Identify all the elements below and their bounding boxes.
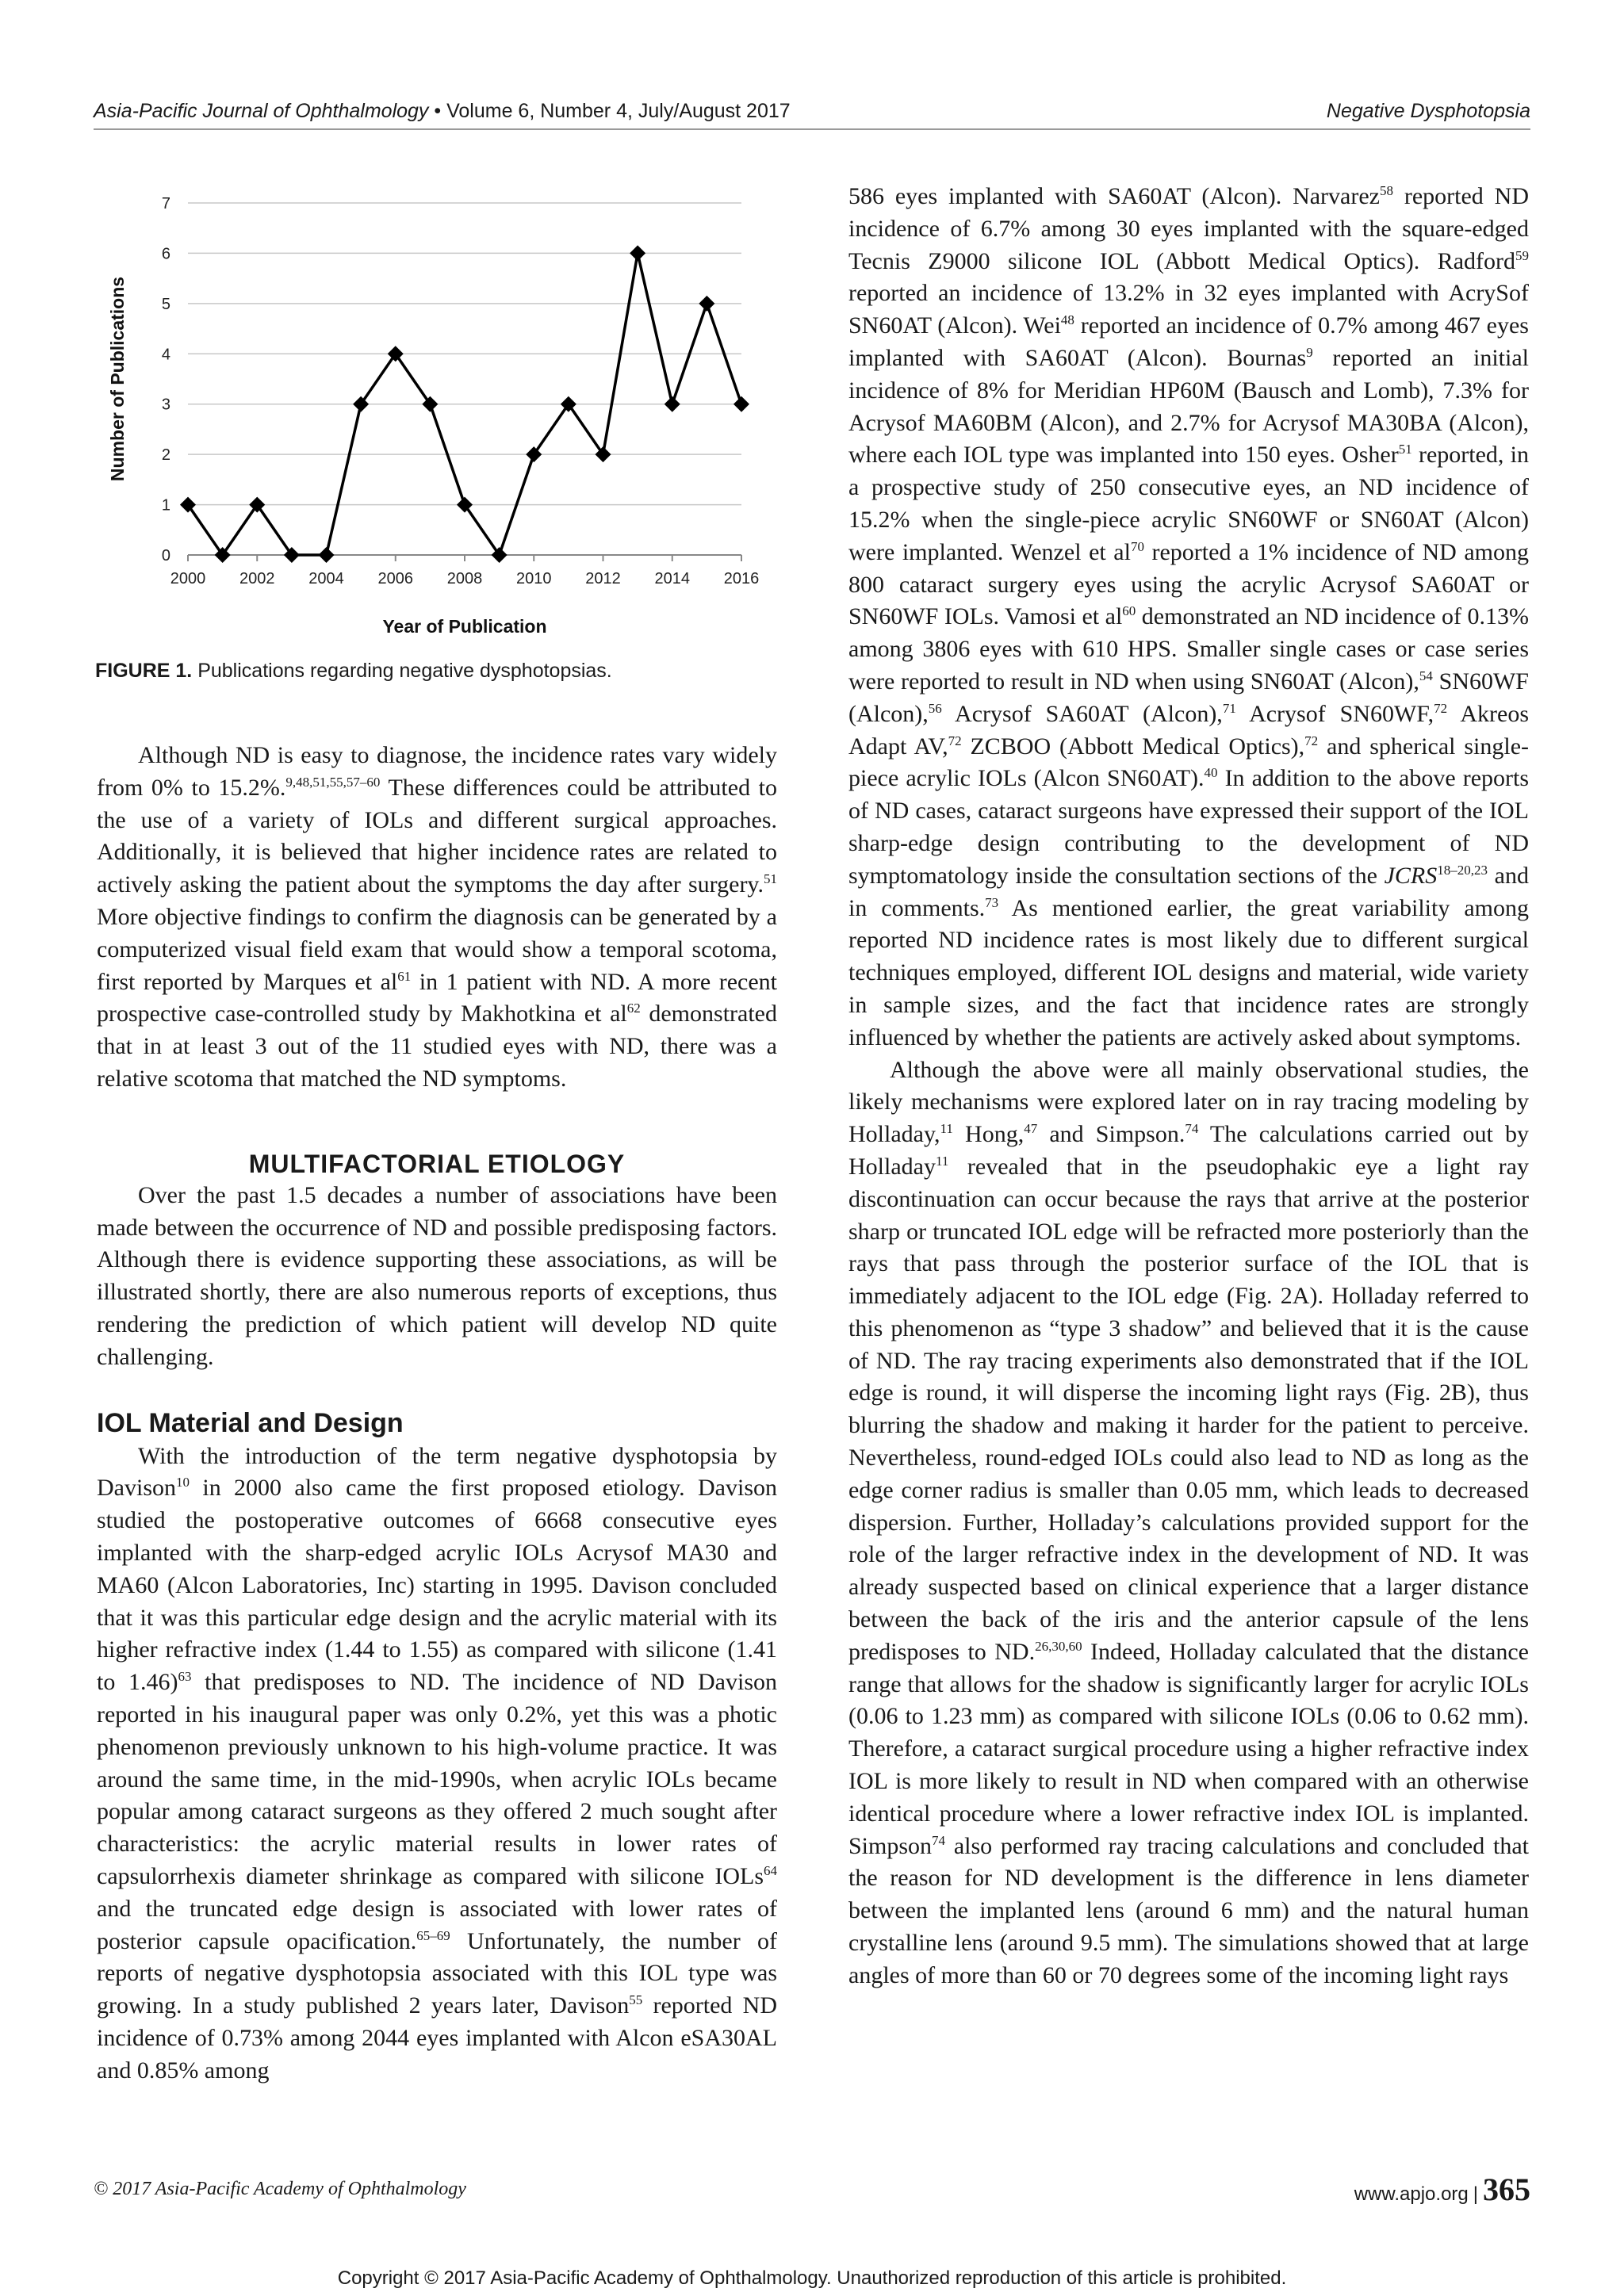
data-point-marker bbox=[180, 497, 196, 513]
x-tick-label: 2012 bbox=[585, 570, 621, 587]
x-tick-label: 2006 bbox=[377, 570, 413, 587]
section-heading-multifactorial-etiology: MULTIFACTORIAL ETIOLOGY bbox=[248, 1149, 626, 1178]
x-tick-label: 2016 bbox=[723, 570, 760, 587]
x-axis-title: Year of Publication bbox=[382, 616, 547, 637]
right-paragraph-ray-tracing: Although the above were all mainly observational studies, the likely mechanisms were explored later on in ray tracing modeling by Holladay,$^{11}$ Hong,$^{47}$ and Simpson.$^{74}$ The calculations carried out by Holladay$^{11}$ revealed that in the pseudophakic eye a light ray discontinuation can occur because the rays that arrive at the posterior sharp or truncated IOL edge will be refracted more posteriorly than the rays that pass through the posterior surface of the IOL that is immediately adjacent to the IOL edge (Fig. 2A). Holladay referred to this phenomenon as “type 3 shadow” and believed that it is the cause of ND. The ray tracing experiments also demonstrated that if the IOL edge is round, it will disperse the incoming light rays (Fig. 2B), thus blurring the shadow and making it harder for the patient to perceive. Nevertheless, round-edged IOLs could also lead to ND as long as the edge corner radius is smaller than 0.05 mm, which leads to decreased dispersion. Further, Holladay’s calculations provided support for the role of the larger refractive index in the development of ND. It was already suspected based on clinical experience that a larger distance between the back of the iris and the anterior capsule of the lens predisposes to ND.$^{26,30,60}$ Indeed, Holladay calculated that the distance range that allows for the shadow is significantly larger for acrylic IOLs (0.06 to 1.23 mm) as compared with silicone IOLs (0.06 to 0.62 mm). Therefore, a cataract surgical procedure using a higher refractive index IOL is more likely to result in ND when compared with an otherwise identical procedure where a lower refractive index IOL is implanted. Simpson$^{74}$ also performed ray tracing calculations and concluded that the reason for ND development is the difference in lens diameter between the implanted lens (around 6 mm) and the natural human crystalline lens (around 9.5 mm). The simulations showed that at large angles of more than 60 or 70 degrees some of the incoming light rays bbox=[848, 1056, 1529, 1988]
figure-caption-text: Publications regarding negative dysphotopsias. bbox=[192, 660, 612, 682]
volume-info: • Volume 6, Number 4, July/August 2017 bbox=[428, 100, 791, 122]
data-point-marker bbox=[630, 245, 645, 261]
y-axis-title: Number of Publications bbox=[107, 276, 128, 482]
data-point-marker bbox=[249, 497, 265, 513]
page-number: 365 bbox=[1483, 2172, 1530, 2207]
data-point-marker bbox=[319, 547, 335, 563]
copyright-notice: Copyright © 2017 Asia-Pacific Academy of Ophthalmology. Unauthorized reproduction of this article is prohibited. bbox=[337, 2267, 1287, 2289]
left-column bbox=[97, 740, 777, 2087]
publications-line-chart bbox=[94, 174, 777, 650]
y-tick-label: 4 bbox=[161, 346, 170, 364]
right-paragraph-incidence-reports: 586 eyes implanted with SA60AT (Alcon). Narvarez$^{58}$ reported ND incidence of 6.7% among 30 eyes implanted with the square-edged Tecnis Z9000 silicone IOL (Abbott Medical Optics). Radford$^{59}$ reported an incidence of 13.2% in 32 eyes implanted with AcrySof SN60AT (Alcon). Wei$^{48}$ reported an incidence of 0.7% among 467 eyes implanted with SA60AT (Alcon). Bournas$^9$ reported an initial incidence of 8% for Meridian HP60M (Bausch and Lomb), 7.3% for Acrysof MA60BM (Alcon), and 2.7% for Acrysof MA30BA (Alcon), where each IOL type was implanted into 150 eyes. Osher$^{51}$ reported, in a prospective study of 250 consecutive eyes, an ND incidence of 15.2% when the single-piece acrylic SN60WF or SN60AT (Alcon) were implanted. Wenzel et $al^{70}$ reported a 1% incidence of ND among 800 cataract surgery eyes using the acrylic Acrysof SA60AT or SN60WF IOLs. Vamosi et $al^{60}$ demonstrated an ND incidence of 0.13% among 3806 eyes with 610 HPS. Smaller single cases or case series were reported to result in ND when using SN60AT (Alcon),$^{54}$ SN60WF (Alcon),$^{56}$ Acrysof SA60AT (Alcon),$^{71}$ Acrysof SN60WF,$^{72}$ Akreos Adapt AV,$^{72}$ ZCBOO (Abbott Medical Optics),$^{72}$ and spherical single-piece acrylic IOLs (Alcon SN60AT).$^{40}$ In addition to the above reports of ND cases, cataract surgeons have expressed their support of the IOL sharp-edge design contributing to the development of ND symptomatology inside the consultation sections of the JCRS$^{18-20,23}$ and in comments.$^{73}$ As mentioned earlier, the great variability among reported ND incidence rates is most likely due to different surgical techniques employed, different IOL designs and material, wide variety in sample sizes, and the fact that incidence rates are strongly influenced by whether the patients are actively asked about symptoms. bbox=[848, 183, 1530, 1050]
y-tick-label: 2 bbox=[161, 446, 170, 465]
running-title: Negative Dysphotopsia bbox=[1326, 100, 1530, 122]
footer-right bbox=[1354, 2171, 1530, 2208]
x-tick-label: 2000 bbox=[170, 570, 206, 587]
data-point-marker bbox=[699, 296, 714, 312]
left-paragraph-incidence: Although ND is easy to diagnose, the incidence rates vary widely from 0% to 15.2%.$^{9,48,51,55,57-60}$ These differences could be attributed to the use of a variety of IOLs and different surgical approaches. Additionally, it is believed that higher incidence rates are related to actively asking the patient about the symptoms the day after surgery.$^{51}$ More objective findings to confirm the diagnosis can be generated by a computerized visual field exam that would show a temporal scotoma, first reported by Marques et $al^{61}$ in 1 patient with ND. A more recent prospective case-controlled study by Makhotkina et $al^{62}$ demonstrated that in at least 3 out of the 11 studied eyes with ND, there was a relative scotoma that matched the ND symptoms. bbox=[97, 742, 778, 1092]
journal-url[interactable]: www.apjo.org bbox=[1354, 2183, 1469, 2205]
journal-citation bbox=[94, 100, 791, 123]
figure-label: FIGURE 1. bbox=[95, 660, 193, 682]
footer-copyright-society: © 2017 Asia-Pacific Academy of Ophthalmology bbox=[94, 2179, 466, 2199]
y-tick-label: 1 bbox=[161, 496, 170, 515]
chart-gridlines bbox=[188, 203, 741, 505]
running-header bbox=[94, 97, 1530, 130]
x-tick-label: 2014 bbox=[654, 570, 690, 587]
left-paragraph-davison: With the introduction of the term negative dysphotopsia by Davison$^{10}$ in 2000 also came the first proposed etiology. Davison studied the postoperative outcomes of 6668 consecutive eyes implanted with the sharp-edged acrylic IOLs Acrysof MA30 and MA60 (Alcon Laboratories, Inc) starting in 1995. Davison concluded that it was this particular edge design and the acrylic material with its higher refractive index (1.44 to 1.55) as compared with silicone (1.41 to 1.46)$^{63}$ that predisposes to ND. The incidence of ND Davison reported in his inaugural paper was only 0.2%, yet this was a photic phenomenon previously unknown to his high-volume practice. It was around the same time, in the mid-1990s, when acrylic IOLs became popular among cataract surgeons as they offered 2 much sought after characteristics: the acrylic material results in lower rates of capsulorrhexis diameter shrinkage as compared with silicone IOLs$^{64}$ and the truncated edge design is associated with lower rates of posterior capsule opacification.$^{65-69}$ Unfortunately, the number of reports of negative dysphotopsia associated with this IOL type was growing. In a study published 2 years later, Davison$^{55}$ reported ND incidence of 0.73% among 2044 eyes implanted with Alcon eSA30AL and 0.85% among bbox=[97, 1442, 778, 2084]
data-point-marker bbox=[492, 547, 508, 563]
y-tick-label: 3 bbox=[161, 396, 170, 414]
data-point-marker bbox=[353, 396, 369, 412]
data-point-marker bbox=[596, 446, 611, 462]
figure-1 bbox=[94, 174, 777, 698]
data-point-marker bbox=[561, 396, 576, 412]
journal-name: Asia-Pacific Journal of Ophthalmology bbox=[94, 100, 429, 122]
data-point-marker bbox=[388, 346, 404, 362]
x-tick-label: 2004 bbox=[308, 570, 344, 587]
left-paragraph-associations: Over the past 1.5 decades a number of associations have been made between the occurrence of ND and possible predisposing factors. Although there is evidence supporting these associations, as will be illustrated shortly, there are also numerous reports of exceptions, thus rendering the prediction of which patient will develop ND quite challenging. bbox=[97, 1181, 777, 1370]
data-point-marker bbox=[665, 396, 680, 412]
data-point-marker bbox=[526, 446, 542, 462]
x-tick-label: 2008 bbox=[446, 570, 483, 587]
data-point-marker bbox=[422, 396, 438, 412]
x-tick-label: 2002 bbox=[239, 570, 275, 587]
data-point-marker bbox=[733, 396, 749, 412]
figure-caption bbox=[95, 660, 612, 683]
data-point-marker bbox=[457, 497, 473, 513]
page-footer bbox=[94, 2171, 1530, 2210]
data-point-marker bbox=[284, 547, 300, 563]
y-tick-label: 0 bbox=[161, 547, 170, 564]
data-point-marker bbox=[215, 547, 231, 563]
x-tick-label: 2010 bbox=[516, 570, 552, 587]
y-tick-label: 6 bbox=[161, 245, 170, 263]
right-column bbox=[848, 181, 1529, 1992]
subsection-heading-iol-material: IOL Material and Design bbox=[97, 1407, 404, 1438]
y-tick-label: 7 bbox=[161, 195, 170, 212]
y-tick-label: 5 bbox=[161, 295, 170, 313]
chart-axes bbox=[188, 555, 741, 561]
footer-separator: | bbox=[1473, 2183, 1478, 2205]
